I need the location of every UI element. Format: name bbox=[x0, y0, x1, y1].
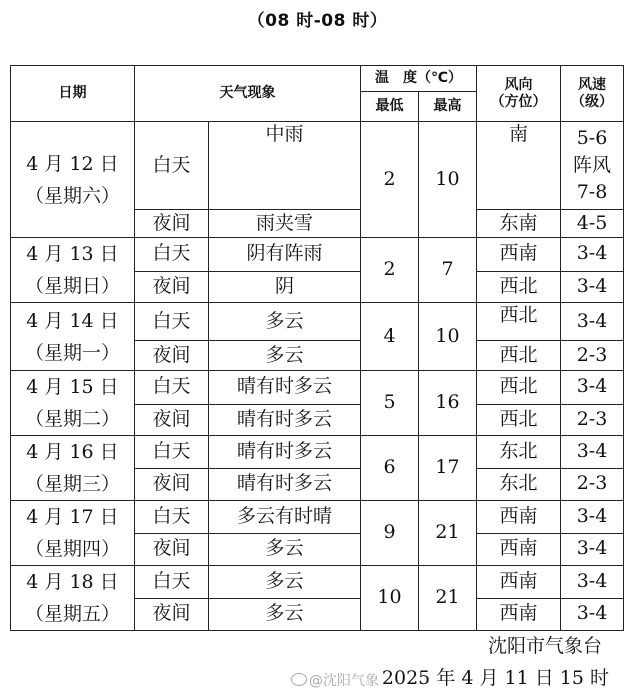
period-label: 夜间 bbox=[135, 598, 209, 631]
wind-direction-cell: 东北 bbox=[477, 436, 561, 469]
weather-cell: 多云 bbox=[209, 566, 361, 599]
period-label: 白天 bbox=[135, 501, 209, 534]
wind-speed-cell bbox=[561, 122, 624, 210]
table-row bbox=[11, 436, 624, 469]
weather-cell: 晴有时多云 bbox=[209, 436, 361, 469]
weibo-icon bbox=[291, 673, 307, 686]
weekday-text: （星期五） bbox=[24, 603, 120, 625]
table-row bbox=[11, 303, 624, 341]
wind-direction-cell: 西北 bbox=[477, 404, 561, 435]
wind-direction-cell: 西北 bbox=[477, 371, 561, 405]
wind-speed-cell: 3-4 bbox=[561, 271, 624, 302]
date-cell bbox=[11, 303, 135, 371]
wind-direction-cell: 西南 bbox=[477, 501, 561, 534]
wind-speed-cell: 4-5 bbox=[561, 210, 624, 238]
wind-direction-cell: 西南 bbox=[477, 598, 561, 631]
table-row bbox=[11, 501, 624, 534]
wind-speed-cell: 3-4 bbox=[561, 436, 624, 469]
wind-speed-line: 5-6 bbox=[576, 127, 608, 149]
wind-speed-cell: 3-4 bbox=[561, 238, 624, 272]
date-text: 4 月 18 日 bbox=[26, 571, 119, 593]
wind-speed-cell: 2-3 bbox=[561, 404, 624, 435]
weekday-text: （星期一） bbox=[24, 341, 120, 364]
wind-direction-cell: 东南 bbox=[477, 210, 561, 238]
date-text: 4 月 16 日 bbox=[26, 441, 119, 463]
header-wind-direction-sub: （方位） bbox=[490, 93, 547, 110]
weekday-text: （星期二） bbox=[24, 408, 120, 430]
period-label: 白天 bbox=[135, 238, 209, 272]
min-temp-cell: 2 bbox=[361, 238, 419, 303]
table-title: （08 时-08 时） bbox=[247, 11, 388, 31]
wind-speed-cell: 3-4 bbox=[561, 303, 624, 341]
header-wind-speed bbox=[561, 66, 624, 122]
period-label: 白天 bbox=[135, 436, 209, 469]
wind-direction-cell: 西南 bbox=[477, 238, 561, 272]
period-label: 夜间 bbox=[135, 210, 209, 238]
wind-direction-cell: 西北 bbox=[477, 303, 561, 341]
min-temp-cell: 4 bbox=[361, 303, 419, 371]
period-label: 白天 bbox=[135, 303, 209, 341]
wind-speed-cell: 3-4 bbox=[561, 371, 624, 405]
weekday-text: （星期日） bbox=[24, 275, 120, 297]
weather-cell: 阴 bbox=[209, 271, 361, 302]
weather-cell: 晴有时多云 bbox=[209, 404, 361, 435]
min-temp-cell: 5 bbox=[361, 371, 419, 436]
table-row bbox=[11, 238, 624, 272]
table-row bbox=[11, 122, 624, 210]
period-label: 夜间 bbox=[135, 341, 209, 371]
date-cell bbox=[11, 238, 135, 303]
min-temp-cell: 6 bbox=[361, 436, 419, 501]
period-label: 白天 bbox=[135, 122, 209, 210]
wind-speed-cell: 2-3 bbox=[561, 468, 624, 501]
header-wind-speed-label: 风速 bbox=[578, 77, 607, 94]
date-cell bbox=[11, 122, 135, 238]
wind-direction-cell: 东北 bbox=[477, 468, 561, 501]
date-cell bbox=[11, 371, 135, 436]
wind-speed-cell: 3-4 bbox=[561, 533, 624, 566]
weather-cell: 晴有时多云 bbox=[209, 371, 361, 405]
wind-speed-line: 7-8 bbox=[576, 181, 608, 203]
max-temp-cell: 21 bbox=[419, 501, 477, 566]
max-temp-cell: 16 bbox=[419, 371, 477, 436]
max-temp-cell: 17 bbox=[419, 436, 477, 501]
wind-speed-cell: 3-4 bbox=[561, 598, 624, 631]
period-label: 白天 bbox=[135, 371, 209, 405]
date-text: 4 月 14 日 bbox=[26, 309, 119, 332]
wind-direction-cell: 西南 bbox=[477, 566, 561, 599]
max-temp-cell: 21 bbox=[419, 566, 477, 631]
header-wind-speed-sub: （级） bbox=[571, 93, 614, 110]
weather-cell: 雨夹雪 bbox=[209, 210, 361, 238]
period-label: 夜间 bbox=[135, 533, 209, 566]
wind-speed-line: 阵风 bbox=[573, 154, 612, 176]
wind-direction-cell: 南 bbox=[477, 122, 561, 210]
weather-cell: 多云有时晴 bbox=[209, 501, 361, 534]
wind-speed-cell: 2-3 bbox=[561, 341, 624, 371]
date-text: 4 月 15 日 bbox=[26, 376, 119, 398]
date-text: 4 月 17 日 bbox=[26, 506, 119, 528]
table-row bbox=[11, 371, 624, 405]
header-wind-direction-label: 风向 bbox=[504, 77, 533, 94]
wind-speed-cell: 3-4 bbox=[561, 501, 624, 534]
date-cell bbox=[11, 501, 135, 566]
forecast-table bbox=[10, 65, 624, 631]
weather-cell: 多云 bbox=[209, 303, 361, 341]
weather-cell: 晴有时多云 bbox=[209, 468, 361, 501]
weekday-text: （星期三） bbox=[24, 473, 120, 495]
period-label: 夜间 bbox=[135, 271, 209, 302]
header-max-temp: 最高 bbox=[419, 92, 477, 122]
wind-direction-cell: 西南 bbox=[477, 533, 561, 566]
table-row bbox=[11, 566, 624, 599]
weibo-watermark bbox=[291, 670, 379, 690]
weekday-text: （星期四） bbox=[24, 538, 120, 560]
period-label: 夜间 bbox=[135, 404, 209, 435]
max-temp-cell: 10 bbox=[419, 122, 477, 238]
min-temp-cell: 10 bbox=[361, 566, 419, 631]
wind-direction-cell: 西北 bbox=[477, 341, 561, 371]
header-temperature: 温 度（℃） bbox=[361, 66, 477, 92]
issue-time: 2025 年 4 月 11 日 15 时 bbox=[381, 667, 609, 689]
max-temp-cell: 7 bbox=[419, 238, 477, 303]
date-text: 4 月 13 日 bbox=[26, 243, 119, 265]
date-cell bbox=[11, 566, 135, 631]
period-label: 夜间 bbox=[135, 468, 209, 501]
header-min-temp: 最低 bbox=[361, 92, 419, 122]
min-temp-cell: 2 bbox=[361, 122, 419, 238]
weather-cell: 中雨 bbox=[209, 122, 361, 210]
date-cell bbox=[11, 436, 135, 501]
weather-cell: 多云 bbox=[209, 533, 361, 566]
max-temp-cell: 10 bbox=[419, 303, 477, 371]
wind-speed-cell: 3-4 bbox=[561, 566, 624, 599]
weather-cell: 多云 bbox=[209, 598, 361, 631]
header-weather: 天气现象 bbox=[135, 66, 361, 122]
issuing-organization: 沈阳市气象台 bbox=[487, 635, 602, 657]
period-label: 白天 bbox=[135, 566, 209, 599]
header-date: 日期 bbox=[11, 66, 135, 122]
watermark-text: @沈阳气象 bbox=[309, 673, 379, 689]
min-temp-cell: 9 bbox=[361, 501, 419, 566]
weather-cell: 阴有阵雨 bbox=[209, 238, 361, 272]
weekday-text: （星期六） bbox=[24, 184, 120, 207]
weather-cell: 多云 bbox=[209, 341, 361, 371]
date-text: 4 月 12 日 bbox=[26, 152, 119, 175]
wind-direction-cell: 西北 bbox=[477, 271, 561, 302]
header-wind-direction bbox=[477, 66, 561, 122]
